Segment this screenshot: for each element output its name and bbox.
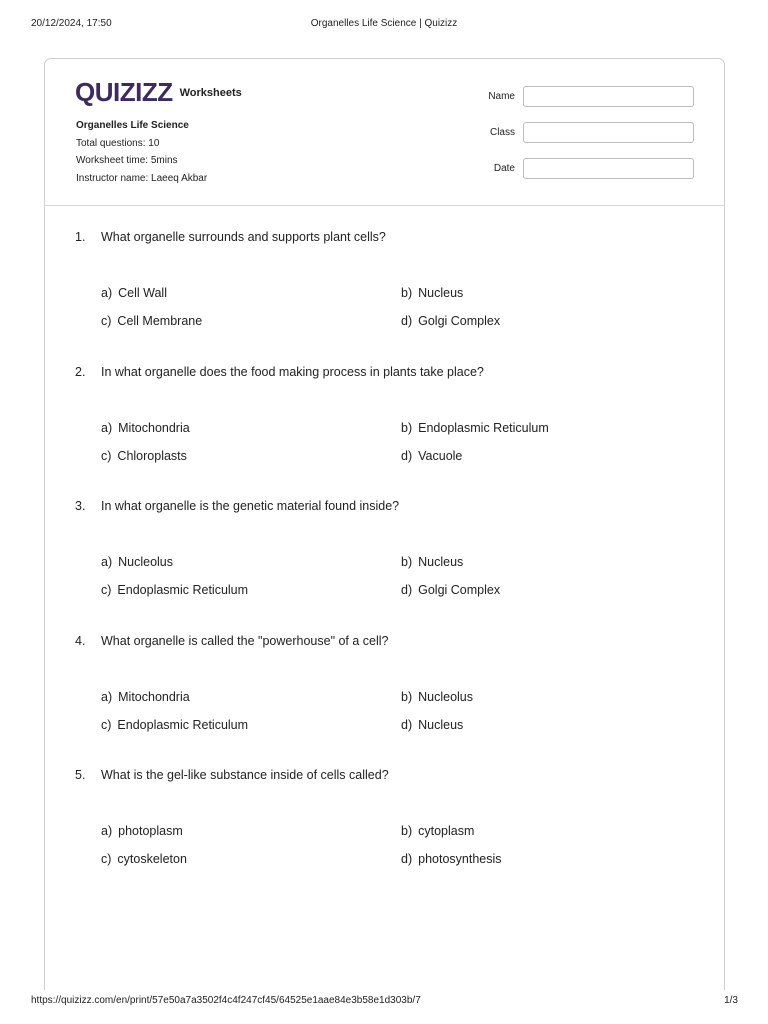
print-header: [0, 0, 768, 40]
worksheet-card: [44, 58, 725, 1024]
option-d: [401, 851, 502, 867]
print-datetime: 20/12/2024, 17:50: [31, 18, 112, 29]
option-text: Golgi Complex: [418, 314, 501, 328]
option-text: Chloroplasts: [117, 448, 187, 463]
option-d: [401, 582, 500, 598]
option-text: cytoplasm: [418, 824, 475, 838]
class-field-row: [488, 121, 694, 143]
page-number: 1/3: [724, 995, 738, 1006]
option-letter: b): [401, 824, 413, 838]
option-d: [401, 448, 462, 464]
option-c: [101, 851, 187, 867]
question-text: [75, 229, 386, 245]
option-d: [401, 313, 500, 329]
instructor-name: Instructor name: Laeeq Akbar: [76, 172, 208, 184]
option-letter: b): [401, 689, 413, 704]
name-field-row: [488, 85, 694, 107]
option-text: Vacuole: [418, 448, 463, 463]
option-letter: a): [101, 824, 113, 838]
option-letter: a): [101, 286, 113, 300]
question-prompt: In what organelle is the genetic material found inside?: [101, 499, 400, 513]
option-text: Endoplasmic Reticulum: [117, 583, 249, 597]
option-text: Mitochondria: [118, 689, 190, 704]
option-text: Nucleus: [418, 717, 464, 732]
option-text: photosynthesis: [418, 852, 502, 866]
worksheet-title: Organelles Life Science: [76, 120, 189, 131]
question-number: 5.: [75, 768, 86, 782]
option-b: [401, 689, 473, 705]
option-letter: d): [401, 583, 413, 597]
brand: [75, 79, 242, 105]
option-text: photoplasm: [118, 824, 183, 838]
option-text: Cell Wall: [118, 286, 167, 300]
student-fields: [488, 85, 694, 193]
option-a: [101, 285, 167, 301]
question-2: [75, 364, 695, 499]
print-page-title: Organelles Life Science | Quizizz: [310, 18, 458, 29]
question-prompt: What organelle surrounds and supports plant cells?: [101, 230, 386, 244]
option-text: Endoplasmic Reticulum: [418, 420, 549, 435]
print-footer: [0, 990, 768, 1024]
option-letter: a): [101, 420, 113, 435]
option-text: Nucleus: [418, 286, 464, 300]
class-input[interactable]: [523, 122, 694, 143]
option-text: Endoplasmic Reticulum: [117, 717, 249, 732]
question-text: [75, 364, 484, 380]
option-a: [101, 554, 173, 570]
worksheet-meta: [76, 117, 207, 187]
option-b: [401, 285, 463, 301]
option-letter: c): [101, 448, 112, 463]
question-3: [75, 498, 695, 633]
option-letter: a): [101, 555, 113, 569]
option-letter: b): [401, 286, 413, 300]
question-1: [75, 229, 695, 364]
option-a: [101, 823, 183, 839]
option-letter: b): [401, 420, 413, 435]
option-c: [101, 313, 202, 329]
option-text: Golgi Complex: [418, 583, 501, 597]
question-prompt: What is the gel-like substance inside of cells called?: [101, 768, 389, 782]
question-number: 3.: [75, 499, 86, 513]
option-letter: c): [101, 583, 112, 597]
option-c: [101, 717, 248, 733]
option-b: [401, 420, 549, 436]
option-a: [101, 689, 190, 705]
question-5: [75, 767, 695, 902]
option-text: Nucleolus: [118, 555, 174, 569]
date-input[interactable]: [523, 158, 694, 179]
option-letter: c): [101, 852, 112, 866]
brand-subtitle: Worksheets: [179, 87, 242, 99]
date-label: Date: [493, 162, 515, 174]
option-a: [101, 420, 190, 436]
question-prompt: In what organelle does the food making process in plants take place?: [101, 364, 484, 379]
name-label: Name: [488, 90, 515, 102]
class-label: Class: [489, 126, 515, 138]
option-text: cytoskeleton: [117, 852, 187, 866]
option-c: [101, 582, 248, 598]
question-number: 2.: [75, 364, 86, 379]
option-text: Nucleus: [418, 555, 464, 569]
option-letter: d): [401, 717, 413, 732]
option-letter: c): [101, 314, 112, 328]
question-prompt: What organelle is called the "powerhouse" of a cell?: [101, 633, 389, 648]
option-text: Nucleolus: [418, 689, 474, 704]
print-url: https://quizizz.com/en/print/57e50a7a3502f4c4f247cf45/64525e1aae84e3b58e1d303b/7: [31, 995, 421, 1006]
option-text: Mitochondria: [118, 420, 190, 435]
option-text: Cell Membrane: [117, 314, 203, 328]
worksheet-header: [45, 59, 724, 206]
question-number: 4.: [75, 633, 86, 648]
option-letter: d): [401, 314, 413, 328]
option-b: [401, 823, 474, 839]
option-letter: b): [401, 555, 413, 569]
question-number: 1.: [75, 230, 86, 244]
worksheet-time: Worksheet time: 5mins: [76, 155, 178, 166]
name-input[interactable]: [523, 86, 694, 107]
option-d: [401, 717, 463, 733]
option-letter: c): [101, 717, 112, 732]
quizizz-logo: QUIZIZZ: [75, 77, 173, 107]
question-list: [75, 229, 695, 902]
date-field-row: [488, 157, 694, 179]
question-text: [75, 767, 389, 783]
option-b: [401, 554, 463, 570]
total-questions: Total questions: 10: [76, 137, 160, 149]
option-c: [101, 448, 187, 464]
question-4: [75, 633, 695, 768]
question-text: [75, 498, 399, 514]
question-text: [75, 633, 389, 649]
option-letter: d): [401, 448, 413, 463]
option-letter: d): [401, 852, 413, 866]
option-letter: a): [101, 689, 113, 704]
